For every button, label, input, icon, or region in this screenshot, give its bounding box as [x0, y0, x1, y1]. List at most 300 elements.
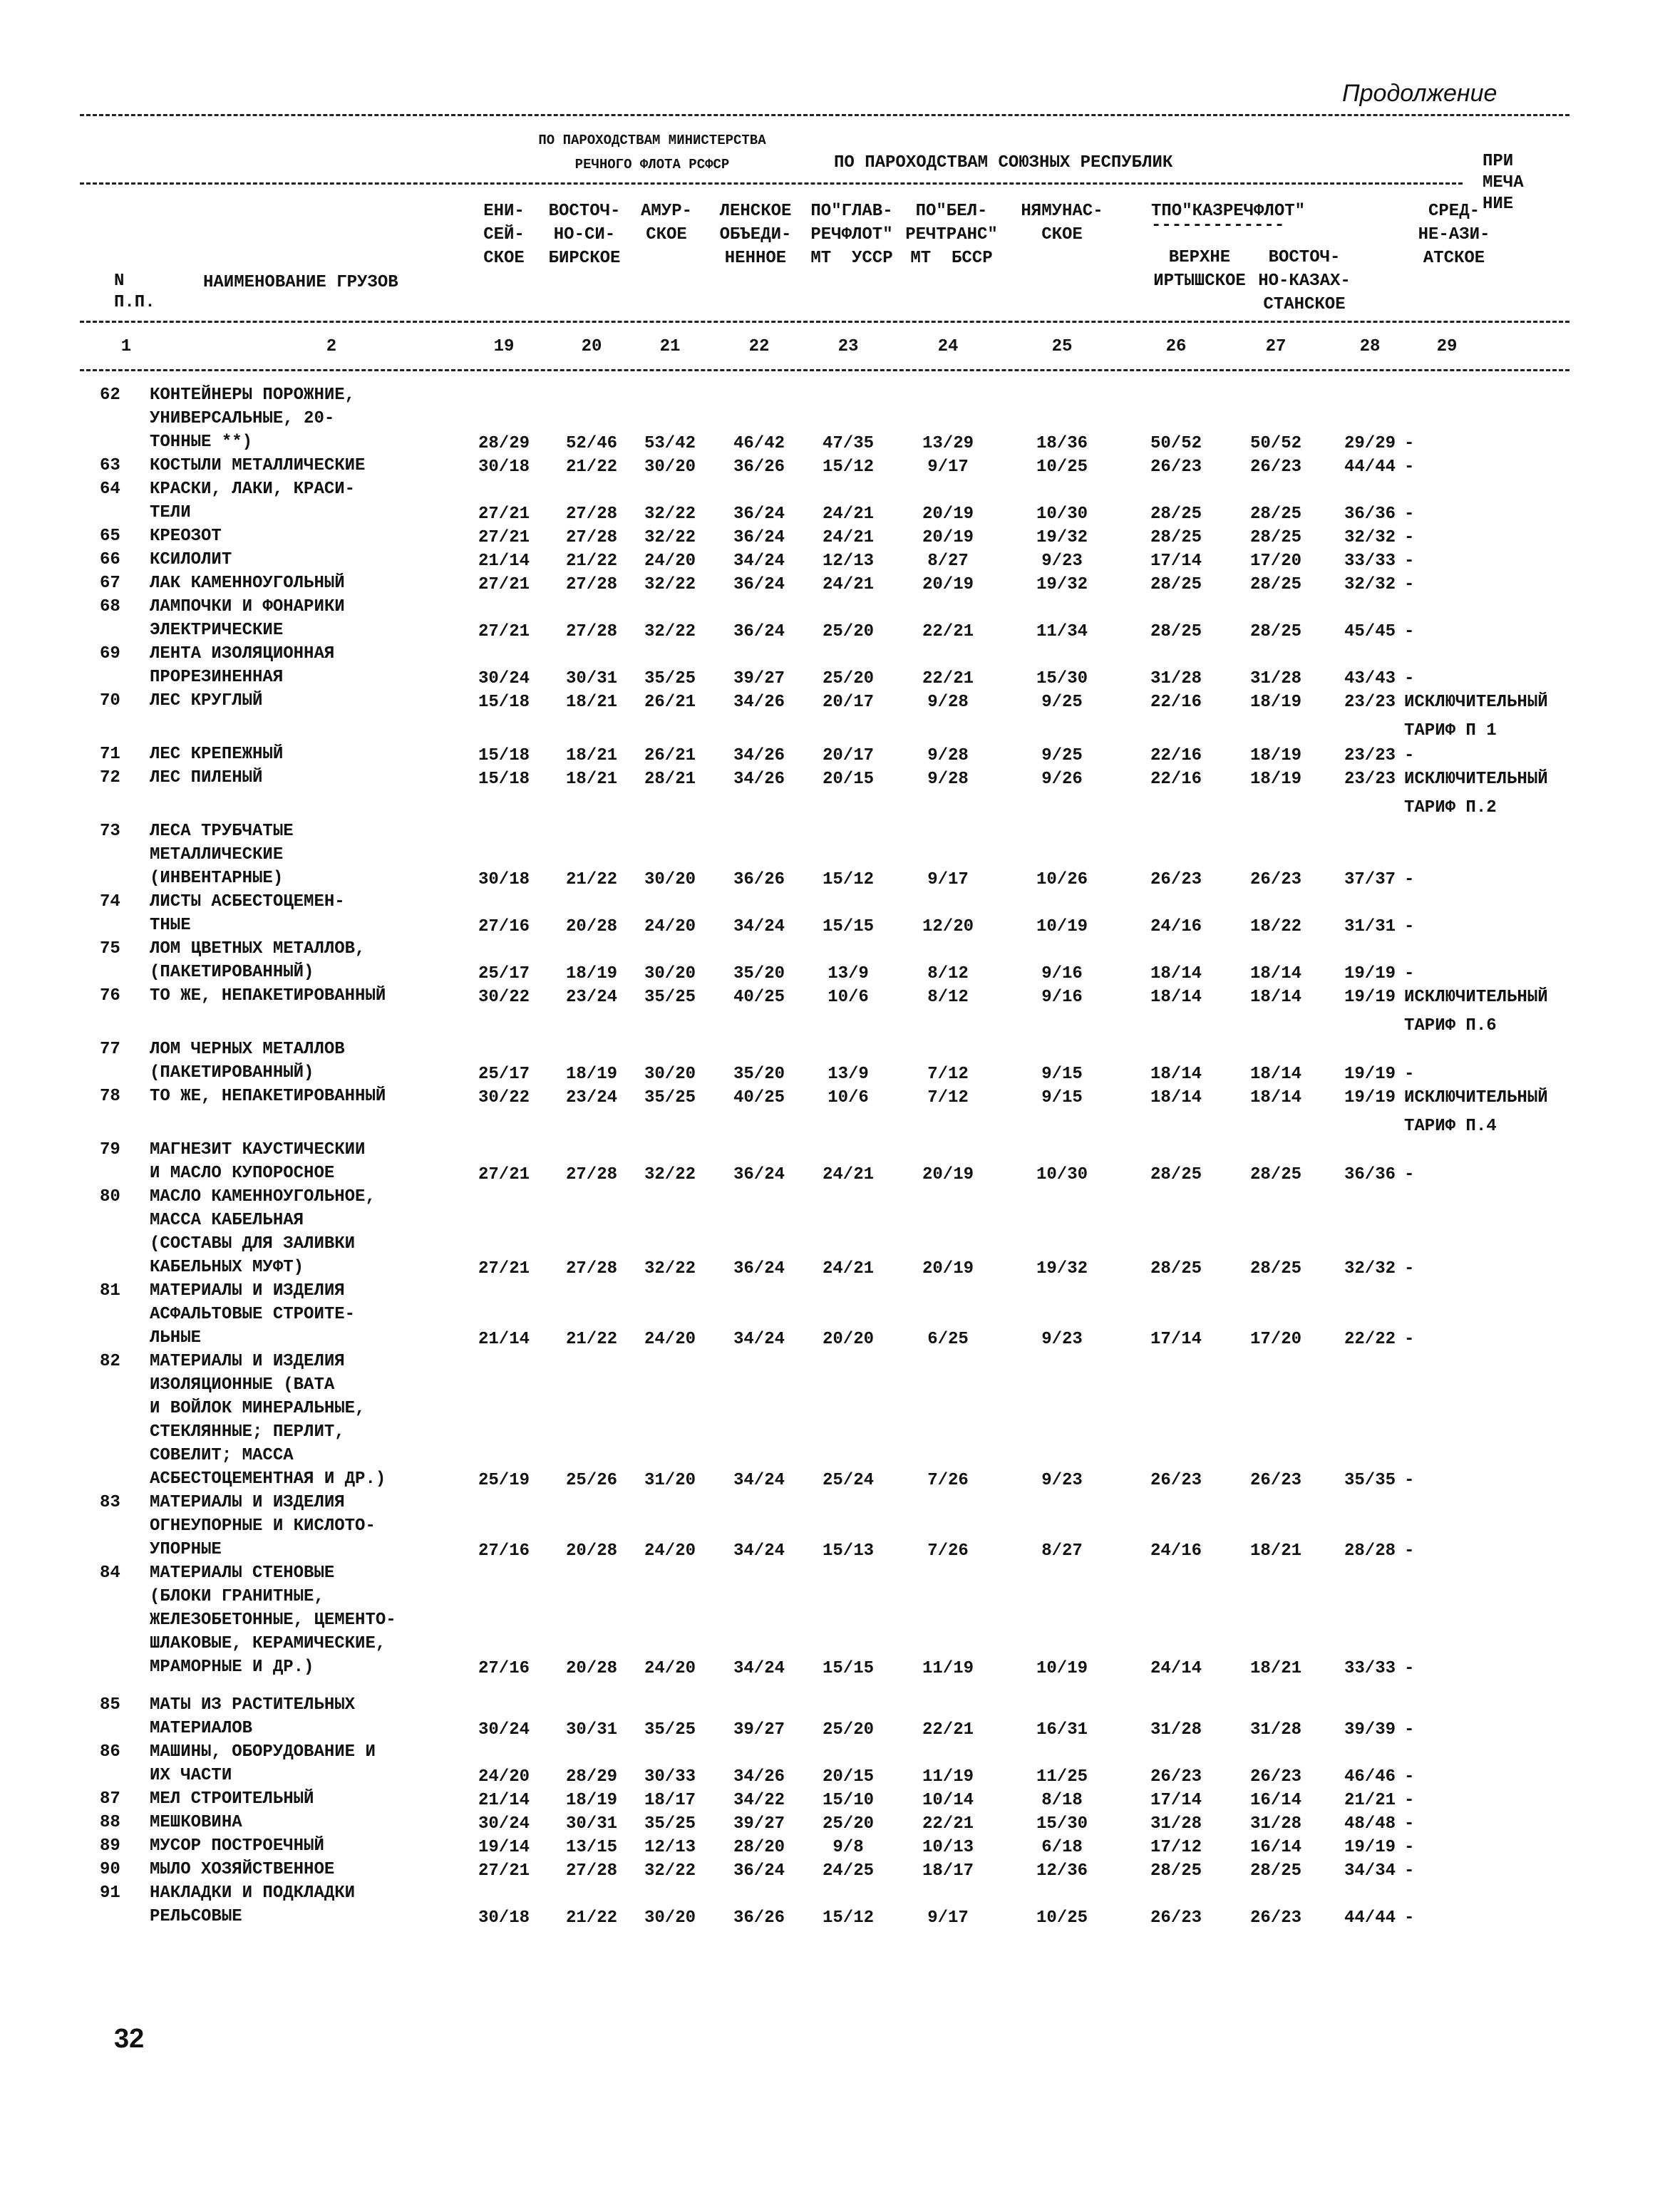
row-name-line: МЕТАЛЛИЧЕСКИЕ	[150, 845, 284, 864]
row-note: -	[1404, 1659, 1415, 1678]
row-name-line: СТЕКЛЯННЫЕ; ПЕРЛИТ,	[150, 1422, 345, 1442]
row-value: 6/25	[927, 1330, 969, 1349]
row-value: 11/19	[922, 1659, 974, 1678]
row-value: 35/20	[733, 964, 785, 983]
row-name-line: КРЕОЗОТ	[150, 527, 222, 546]
row-name-line: ЛОМ ЦВЕТНЫХ МЕТАЛЛОВ,	[150, 939, 366, 958]
row-name-line: МАССА КАБЕЛЬНАЯ	[150, 1211, 304, 1230]
row-value: 26/23	[1150, 1908, 1202, 1928]
row-value: 20/28	[565, 917, 617, 936]
page-number: 32	[114, 2024, 145, 2054]
row-value: 28/21	[644, 770, 696, 789]
row-value: 35/25	[644, 988, 696, 1007]
row-value: 12/13	[822, 552, 874, 571]
row-value: 15/12	[822, 870, 874, 889]
row-value: 10/13	[922, 1838, 974, 1857]
row-value: 31/28	[1249, 1720, 1301, 1740]
row-value: 7/12	[927, 1065, 969, 1084]
row-number: 80	[100, 1187, 120, 1206]
row-value: 18/19	[565, 1791, 617, 1810]
row-name-line: ОГНЕУПОРНЫЕ И КИСЛОТО-	[150, 1516, 376, 1536]
row-value: 23/23	[1344, 693, 1396, 712]
row-name-line: МАТЕРИАЛОВ	[150, 1719, 253, 1738]
row-value: 30/24	[478, 669, 530, 688]
row-note: -	[1404, 669, 1415, 688]
row-value: 45/45	[1344, 622, 1396, 641]
header-notes: ПРИ МЕЧА НИЕ	[1483, 152, 1524, 214]
row-value: 9/15	[1041, 1088, 1083, 1107]
row-value: 28/25	[1249, 1259, 1301, 1278]
header-col-27: ВОСТОЧ- НО-КАЗАХ- СТАНСКОЕ	[1258, 248, 1351, 314]
row-value: 8/18	[1041, 1791, 1083, 1810]
row-value: 28/28	[1344, 1541, 1396, 1561]
col-number: 2	[326, 337, 337, 356]
row-value: 23/24	[565, 1088, 617, 1107]
row-value: 24/16	[1150, 917, 1202, 936]
row-value: 15/30	[1036, 669, 1088, 688]
row-value: 18/19	[565, 964, 617, 983]
row-value: 32/32	[1344, 528, 1396, 547]
row-value: 20/19	[922, 575, 974, 594]
row-value: 9/17	[927, 458, 969, 477]
row-note: ТАРИФ П.2	[1404, 798, 1497, 817]
row-value: 8/27	[1041, 1541, 1083, 1561]
row-value: 18/14	[1150, 988, 1202, 1007]
row-name-line: (БЛОКИ ГРАНИТНЫЕ,	[150, 1587, 324, 1606]
row-value: 10/6	[828, 988, 869, 1007]
row-value: 11/25	[1036, 1767, 1088, 1787]
row-value: 24/16	[1150, 1541, 1202, 1561]
row-value: 20/19	[922, 528, 974, 547]
row-value: 20/17	[822, 693, 874, 712]
row-value: 12/20	[922, 917, 974, 936]
row-name-line: ЭЛЕКТРИЧЕСКИЕ	[150, 621, 284, 640]
row-value: 24/20	[644, 552, 696, 571]
row-value: 36/24	[733, 1259, 785, 1278]
row-value: 30/20	[644, 1065, 696, 1084]
row-value: 35/25	[644, 669, 696, 688]
row-value: 7/26	[927, 1541, 969, 1561]
col-number: 27	[1265, 337, 1287, 356]
row-value: 36/24	[733, 575, 785, 594]
row-value: 17/14	[1150, 1330, 1202, 1349]
row-name-line: РЕЛЬСОВЫЕ	[150, 1907, 242, 1926]
row-name-line: КОСТЫЛИ МЕТАЛЛИЧЕСКИЕ	[150, 456, 366, 475]
row-value: 25/20	[822, 669, 874, 688]
row-value: 20/19	[922, 1259, 974, 1278]
row-value: 9/16	[1041, 964, 1083, 983]
col-number: 19	[493, 337, 515, 356]
row-value: 50/52	[1150, 434, 1202, 453]
row-value: 10/6	[828, 1088, 869, 1107]
row-value: 28/25	[1150, 1165, 1202, 1184]
row-value: 34/24	[733, 1541, 785, 1561]
row-name-line: (ПАКЕТИРОВАННЫЙ)	[150, 963, 314, 982]
row-value: 18/17	[644, 1791, 696, 1810]
row-value: 24/21	[822, 1165, 874, 1184]
row-value: 32/22	[644, 1259, 696, 1278]
row-value: 15/30	[1036, 1814, 1088, 1834]
row-value: 7/26	[927, 1471, 969, 1490]
row-value: 23/23	[1344, 770, 1396, 789]
row-value: 27/28	[565, 1165, 617, 1184]
row-value: 28/25	[1249, 528, 1301, 547]
row-note: -	[1404, 1165, 1415, 1184]
col-number: 1	[120, 337, 132, 356]
header-col-19: ЕНИ- СЕЙ- СКОЕ	[483, 202, 525, 268]
row-value: 39/27	[733, 1720, 785, 1740]
row-value: 18/14	[1150, 1088, 1202, 1107]
row-value: 15/18	[478, 693, 530, 712]
row-value: 28/25	[1150, 1861, 1202, 1881]
row-value: 24/20	[644, 1659, 696, 1678]
row-value: 13/15	[565, 1838, 617, 1857]
row-value: 10/30	[1036, 1165, 1088, 1184]
row-value: 10/25	[1036, 1908, 1088, 1928]
row-value: 32/22	[644, 575, 696, 594]
row-value: 36/26	[733, 1908, 785, 1928]
row-value: 25/26	[565, 1471, 617, 1490]
row-value: 21/14	[478, 1791, 530, 1810]
row-value: 35/25	[644, 1088, 696, 1107]
col-number: 24	[937, 337, 959, 356]
row-value: 27/28	[565, 505, 617, 524]
row-value: 27/21	[478, 1165, 530, 1184]
row-value: 19/19	[1344, 1088, 1396, 1107]
row-value: 27/21	[478, 505, 530, 524]
row-note: -	[1404, 870, 1415, 889]
row-value: 10/19	[1036, 1659, 1088, 1678]
row-value: 24/21	[822, 575, 874, 594]
row-value: 28/25	[1150, 622, 1202, 641]
row-value: 35/20	[733, 1065, 785, 1084]
row-value: 36/24	[733, 505, 785, 524]
row-value: 18/21	[1249, 1659, 1301, 1678]
row-value: 16/14	[1249, 1791, 1301, 1810]
row-value: 21/21	[1344, 1791, 1396, 1810]
row-value: 31/20	[644, 1471, 696, 1490]
row-value: 26/23	[1150, 870, 1202, 889]
row-value: 26/23	[1249, 1767, 1301, 1787]
row-value: 19/19	[1344, 1838, 1396, 1857]
row-value: 24/20	[644, 1541, 696, 1561]
header-group-republics: ПО ПАРОХОДСТВАМ СОЮЗНЫХ РЕСПУБЛИК	[834, 153, 1173, 172]
row-note: -	[1404, 552, 1415, 571]
row-name-line: ЛАК КАМЕННОУГОЛЬНЫЙ	[150, 574, 345, 593]
row-value: 26/23	[1249, 870, 1301, 889]
row-value: 34/24	[733, 917, 785, 936]
row-value: 15/13	[822, 1541, 874, 1561]
row-value: 32/22	[644, 1165, 696, 1184]
row-number: 89	[100, 1836, 120, 1856]
row-value: 18/14	[1249, 964, 1301, 983]
row-value: 34/34	[1344, 1861, 1396, 1881]
row-value: 18/19	[1249, 770, 1301, 789]
row-value: 18/36	[1036, 434, 1088, 453]
row-value: 32/22	[644, 1861, 696, 1881]
row-value: 53/42	[644, 434, 696, 453]
row-value: 9/15	[1041, 1065, 1083, 1084]
row-note: -	[1404, 1259, 1415, 1278]
row-value: 19/32	[1036, 1259, 1088, 1278]
row-value: 12/36	[1036, 1861, 1088, 1881]
row-number: 74	[100, 892, 120, 911]
row-value: 27/21	[478, 1861, 530, 1881]
row-value: 40/25	[733, 988, 785, 1007]
row-value: 18/14	[1249, 1065, 1301, 1084]
col-number: 21	[659, 337, 681, 356]
row-number: 62	[100, 386, 120, 405]
row-value: 25/20	[822, 1720, 874, 1740]
row-note: -	[1404, 528, 1415, 547]
row-value: 19/19	[1344, 1065, 1396, 1084]
row-value: 15/12	[822, 1908, 874, 1928]
row-value: 10/25	[1036, 458, 1088, 477]
row-value: 36/36	[1344, 1165, 1396, 1184]
row-value: 30/20	[644, 1908, 696, 1928]
row-value: 36/26	[733, 458, 785, 477]
row-value: 24/25	[822, 1861, 874, 1881]
row-value: 28/25	[1249, 505, 1301, 524]
row-value: 27/28	[565, 575, 617, 594]
row-value: 17/14	[1150, 1791, 1202, 1810]
row-value: 36/24	[733, 1861, 785, 1881]
header-tpo-rule: -------------	[1151, 216, 1285, 235]
row-value: 9/25	[1041, 693, 1083, 712]
row-value: 27/21	[478, 1259, 530, 1278]
row-name-line: ТНЫЕ	[150, 916, 191, 935]
row-value: 19/32	[1036, 575, 1088, 594]
row-value: 33/33	[1344, 552, 1396, 571]
row-value: 6/18	[1041, 1838, 1083, 1857]
row-value: 30/20	[644, 964, 696, 983]
row-name-line: ТО ЖЕ, НЕПАКЕТИРОВАННЫЙ	[150, 1087, 386, 1106]
row-note: ИСКЛЮЧИТЕЛЬНЫЙ	[1404, 988, 1548, 1007]
row-value: 34/24	[733, 552, 785, 571]
row-name-line: АСБЕСТОЦЕМЕНТНАЯ И ДР.)	[150, 1469, 386, 1489]
row-value: 34/26	[733, 693, 785, 712]
row-value: 28/29	[565, 1767, 617, 1787]
row-value: 30/31	[565, 669, 617, 688]
row-value: 16/14	[1249, 1838, 1301, 1857]
row-value: 30/20	[644, 458, 696, 477]
row-value: 39/27	[733, 1814, 785, 1834]
row-number: 72	[100, 768, 120, 787]
row-value: 21/22	[565, 1908, 617, 1928]
row-name-line: ТО ЖЕ, НЕПАКЕТИРОВАННЫЙ	[150, 986, 386, 1006]
row-value: 9/28	[927, 746, 969, 765]
row-value: 9/23	[1041, 1471, 1083, 1490]
row-value: 32/22	[644, 505, 696, 524]
row-value: 20/15	[822, 770, 874, 789]
row-name-line: МАШИНЫ, ОБОРУДОВАНИЕ И	[150, 1742, 376, 1762]
row-note: -	[1404, 1767, 1415, 1787]
row-value: 20/17	[822, 746, 874, 765]
row-value: 17/20	[1249, 552, 1301, 571]
row-value: 18/17	[922, 1861, 974, 1881]
row-name-line: НАКЛАДКИ И ПОДКЛАДКИ	[150, 1883, 356, 1903]
row-note: -	[1404, 1720, 1415, 1740]
row-value: 27/21	[478, 528, 530, 547]
row-value: 27/16	[478, 1541, 530, 1561]
row-value: 34/24	[733, 1659, 785, 1678]
row-number: 75	[100, 939, 120, 958]
row-note: -	[1404, 1908, 1415, 1928]
row-value: 17/20	[1249, 1330, 1301, 1349]
row-value: 39/39	[1344, 1720, 1396, 1740]
header-name: НАИМЕНОВАНИЕ ГРУЗОВ	[203, 273, 398, 292]
row-number: 90	[100, 1860, 120, 1879]
row-value: 46/42	[733, 434, 785, 453]
row-value: 26/23	[1249, 1471, 1301, 1490]
row-value: 22/16	[1150, 693, 1202, 712]
row-value: 9/28	[927, 693, 969, 712]
row-value: 18/14	[1150, 964, 1202, 983]
row-name-line: МАТЫ ИЗ РАСТИТЕЛЬНЫХ	[150, 1695, 356, 1715]
row-name-line: ЛЕС ПИЛЕНЫЙ	[150, 768, 263, 787]
row-value: 21/22	[565, 870, 617, 889]
row-name-line: ЛАМПОЧКИ И ФОНАРИКИ	[150, 597, 345, 616]
row-value: 11/34	[1036, 622, 1088, 641]
row-number: 86	[100, 1742, 120, 1762]
col-number: 22	[748, 337, 770, 356]
row-number: 85	[100, 1695, 120, 1715]
row-name-line: ТЕЛИ	[150, 503, 191, 522]
row-name-line: ЖЕЛЕЗОБЕТОННЫЕ, ЦЕМЕНТО-	[150, 1611, 396, 1630]
row-value: 37/37	[1344, 870, 1396, 889]
row-value: 18/21	[1249, 1541, 1301, 1561]
row-note: -	[1404, 1330, 1415, 1349]
row-value: 28/20	[733, 1838, 785, 1857]
row-note: -	[1404, 1791, 1415, 1810]
row-name-line: ЛИСТЫ АСБЕСТОЦЕМЕН-	[150, 892, 345, 911]
top-rule	[80, 114, 1569, 116]
row-value: 30/24	[478, 1814, 530, 1834]
header-rule-2	[80, 321, 1569, 323]
row-name-line: ЛЬНЫЕ	[150, 1328, 202, 1348]
row-value: 27/21	[478, 575, 530, 594]
row-note: -	[1404, 1861, 1415, 1881]
row-value: 12/13	[644, 1838, 696, 1857]
row-value: 18/14	[1150, 1065, 1202, 1084]
row-value: 28/25	[1249, 1861, 1301, 1881]
row-name-line: (ПАКЕТИРОВАННЫЙ)	[150, 1063, 314, 1082]
row-value: 22/16	[1150, 770, 1202, 789]
row-value: 10/30	[1036, 505, 1088, 524]
row-value: 26/23	[1150, 1471, 1202, 1490]
row-value: 33/33	[1344, 1659, 1396, 1678]
row-note: -	[1404, 505, 1415, 524]
row-value: 15/18	[478, 770, 530, 789]
row-value: 24/14	[1150, 1659, 1202, 1678]
row-value: 7/12	[927, 1088, 969, 1107]
row-name-line: УПОРНЫЕ	[150, 1540, 222, 1559]
row-name-line: (ИНВЕНТАРНЫЕ)	[150, 869, 284, 888]
row-value: 30/20	[644, 870, 696, 889]
row-value: 10/26	[1036, 870, 1088, 889]
row-value: 19/19	[1344, 988, 1396, 1007]
row-value: 25/20	[822, 1814, 874, 1834]
header-col-20: ВОСТОЧ- НО-СИ- БИРСКОЕ	[548, 202, 621, 268]
row-value: 30/18	[478, 870, 530, 889]
row-note: -	[1404, 622, 1415, 641]
row-value: 34/24	[733, 1330, 785, 1349]
continuation-label: Продолжение	[1342, 80, 1498, 107]
row-value: 24/20	[478, 1767, 530, 1787]
row-note: -	[1404, 1065, 1415, 1084]
row-name-line: И МАСЛО КУПОРОСНОЕ	[150, 1164, 335, 1183]
header-col-23: ПО"ГЛАВ- РЕЧФЛОТ" МТ УССР	[810, 202, 893, 268]
row-note: -	[1404, 434, 1415, 453]
row-number: 64	[100, 480, 120, 499]
row-value: 31/28	[1150, 669, 1202, 688]
row-value: 30/18	[478, 458, 530, 477]
row-value: 47/35	[822, 434, 874, 453]
row-value: 24/20	[644, 1330, 696, 1349]
row-value: 34/22	[733, 1791, 785, 1810]
row-name-line: МРАМОРНЫЕ И ДР.)	[150, 1658, 314, 1677]
row-name-line: ЛЕСА ТРУБЧАТЫЕ	[150, 822, 294, 841]
row-number: 78	[100, 1087, 120, 1106]
row-note: -	[1404, 1814, 1415, 1834]
header-col-28: СРЕД- НЕ-АЗИ- АТСКОЕ	[1418, 202, 1490, 268]
row-number: 91	[100, 1883, 120, 1903]
row-value: 18/21	[565, 746, 617, 765]
row-value: 25/20	[822, 622, 874, 641]
row-value: 28/25	[1150, 505, 1202, 524]
row-value: 9/28	[927, 770, 969, 789]
row-value: 19/32	[1036, 528, 1088, 547]
row-value: 31/28	[1150, 1814, 1202, 1834]
row-value: 23/23	[1344, 746, 1396, 765]
row-name-line: МАГНЕЗИТ КАУСТИЧЕСКИИ	[150, 1140, 366, 1159]
row-number: 84	[100, 1564, 120, 1583]
row-number: 71	[100, 745, 120, 764]
row-value: 16/31	[1036, 1720, 1088, 1740]
row-number: 87	[100, 1789, 120, 1809]
row-value: 9/17	[927, 870, 969, 889]
row-value: 30/33	[644, 1767, 696, 1787]
row-value: 36/26	[733, 870, 785, 889]
row-value: 26/23	[1249, 458, 1301, 477]
row-number: 65	[100, 527, 120, 546]
col-number: 29	[1436, 337, 1458, 356]
row-name-line: ИХ ЧАСТИ	[150, 1766, 232, 1785]
row-value: 27/28	[565, 622, 617, 641]
row-value: 35/25	[644, 1814, 696, 1834]
row-value: 24/20	[644, 917, 696, 936]
row-value: 18/14	[1249, 988, 1301, 1007]
row-value: 34/26	[733, 746, 785, 765]
row-value: 20/28	[565, 1659, 617, 1678]
row-value: 17/14	[1150, 552, 1202, 571]
row-value: 27/16	[478, 917, 530, 936]
row-value: 15/15	[822, 1659, 874, 1678]
row-value: 13/9	[828, 964, 869, 983]
row-number: 77	[100, 1040, 120, 1059]
row-value: 28/25	[1150, 575, 1202, 594]
row-note: -	[1404, 458, 1415, 477]
col-number: 26	[1165, 337, 1187, 356]
row-value: 18/14	[1249, 1088, 1301, 1107]
row-note: -	[1404, 746, 1415, 765]
row-value: 28/29	[478, 434, 530, 453]
row-note: -	[1404, 1541, 1415, 1561]
row-value: 8/27	[927, 552, 969, 571]
row-value: 22/21	[922, 669, 974, 688]
row-value: 20/19	[922, 505, 974, 524]
row-value: 21/14	[478, 1330, 530, 1349]
